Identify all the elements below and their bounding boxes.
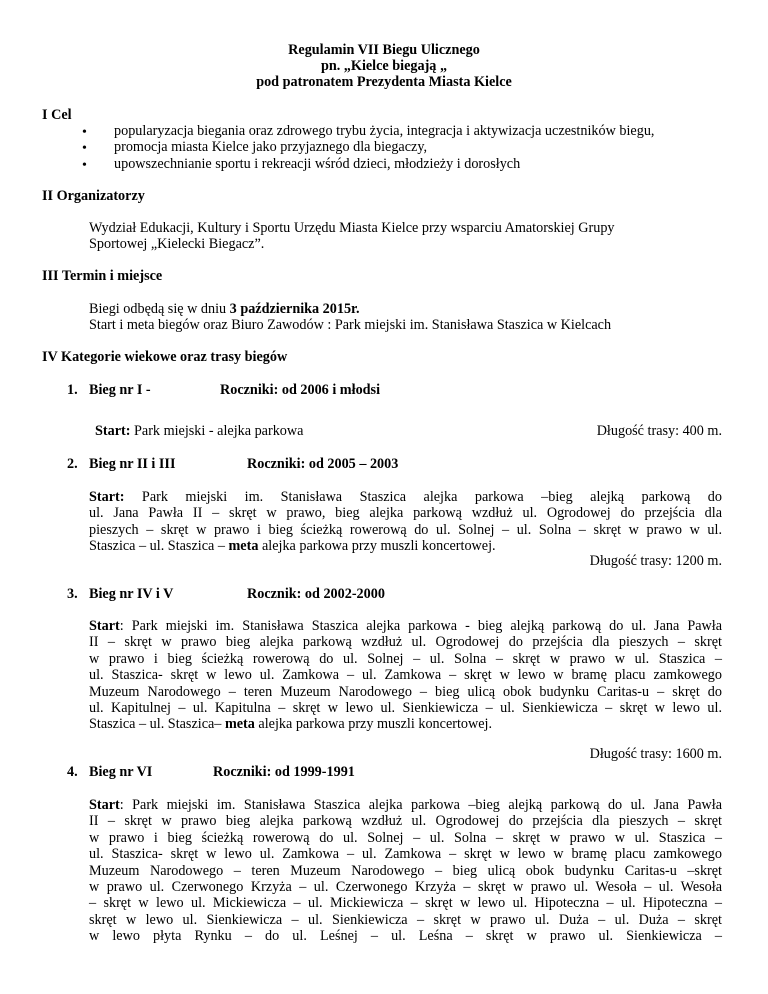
route-line: II – skręt w prawo bieg alejka parkową wzdłuż ul. Ogrodowej do przejścia dla pieszych – skręt	[89, 813, 722, 830]
race-2-route	[89, 489, 722, 555]
race-2-name: Bieg nr II i III	[89, 456, 176, 472]
section-4-heading: IV Kategorie wiekowe oraz trasy biegów	[42, 349, 288, 365]
route-line: w lewo płyta Rynku – do ul. Leśnej – ul. Leśna – skręt w prawo ul. Sienkiewicza –	[89, 928, 722, 945]
race-2-length: Długość trasy: 1200 m.	[589, 553, 722, 569]
route-line: w prawo i bieg ścieżką rowerową do ul. Solnej – ul. Solna – skręt w prawo w ul. Staszica –	[89, 829, 722, 846]
route-line: ul. Staszica- skręt w lewo ul. Zamkowa – ul. Zamkowa – skręt w lewo w bramę placu zamkowego	[89, 667, 722, 684]
race-2-years: Roczniki: od 2005 – 2003	[247, 456, 399, 472]
route-line: Staszica – ul. Staszica– meta alejka parkowa przy muszli koncertowej.	[89, 716, 493, 733]
route-line: II – skręt w prawo bieg alejka parkową wzdłuż ul. Ogrodowej do przejścia dla pieszych – skręt	[89, 634, 722, 651]
race-4-years: Roczniki: od 1999-1991	[213, 764, 355, 780]
bullet-icon	[83, 163, 91, 171]
section-3-heading: III Termin i miejsce	[42, 268, 163, 284]
event-date: Biegi odbędą się w dniu 3 października 2015r.	[89, 301, 360, 317]
route-line: Start: Park miejski im. Stanisława Staszica alejka parkowa –bieg alejką parkową do	[89, 489, 722, 505]
route-line: Muzeum Narodowego – teren Muzeum Narodowego – bieg ulicą obok budynku Caritas-u – skręt do	[89, 683, 722, 700]
route-line: Start: Park miejski im. Stanisława Staszica alejka parkowa - bieg alejką parkową do ul. Jana Pawła	[89, 618, 722, 634]
route-line: skręt w lewo ul. Sienkiewicza – ul. Sienkiewicza – skręt w prawo ul. Duża – ul. Duża – skręt	[89, 911, 722, 928]
route-line: Staszica – ul. Staszica – meta alejka parkowa przy muszli koncertowej.	[89, 538, 496, 555]
race-4-number: 4.	[67, 764, 78, 780]
race-1-start: Start: Park miejski - alejka parkowa	[95, 423, 304, 439]
race-4-name: Bieg nr VI	[89, 764, 153, 780]
event-location: Start i meta biegów oraz Biuro Zawodów : Park miejski im. Stanisława Staszica w Kielcach	[89, 317, 612, 333]
race-1-years: Roczniki: od 2006 i młodsi	[220, 382, 381, 398]
race-3-number: 3.	[67, 586, 78, 602]
race-4-route	[89, 797, 722, 945]
goal-item: popularyzacja biegania oraz zdrowego trybu życia, integracja i aktywizacja uczestników biegu,	[114, 123, 655, 139]
section-2-heading: II Organizatorzy	[42, 188, 145, 204]
route-line: pieszych – skręt w prawo i bieg ścieżką rowerową do ul. Solnej – ul. Solna – skręt w prawo w ul.	[89, 521, 722, 538]
route-line: ul. Jana Pawła II – skręt w prawo, bieg alejka parkową wzdłuż ul. Ogrodowej do przejścia dla	[89, 505, 722, 522]
race-1-length: Długość trasy: 400 m.	[596, 423, 722, 439]
route-line: ul. Staszica- skręt w lewo ul. Zamkowa – ul. Zamkowa – skręt w lewo w bramę placu zamkowego	[89, 846, 722, 863]
title-line-1: Regulamin VII Biegu Ulicznego	[288, 42, 480, 58]
route-line: w prawo i bieg ścieżką rowerową do ul. Solnej – ul. Solna – skręt w prawo w ul. Staszica –	[89, 650, 722, 667]
route-line: – skręt w lewo ul. Mickiewicza – ul. Mickiewicza – skręt w lewo ul. Hipoteczna – ul. Hipoteczna –	[89, 895, 722, 912]
title-line-3: pod patronatem Prezydenta Miasta Kielce	[256, 74, 512, 90]
bullet-icon	[83, 146, 91, 154]
goal-item: promocja miasta Kielce jako przyjaznego dla biegaczy,	[114, 139, 428, 155]
route-line: w prawo ul. Czerwonego Krzyża – ul. Czerwonego Krzyża – skręt w prawo ul. Wesoła – ul. Wesoła	[89, 878, 722, 895]
race-2-number: 2.	[67, 456, 78, 472]
organizers-text: Sportowej „Kielecki Biegacz”.	[89, 236, 265, 252]
route-line: Start: Park miejski im. Stanisława Staszica alejka parkowa –bieg alejką parkową do ul. Jana Pawła	[89, 797, 722, 813]
title-line-2: pn. „Kielce biegają „	[320, 58, 448, 74]
race-3-years: Rocznik: od 2002-2000	[247, 586, 385, 602]
section-1-heading: I Cel	[42, 107, 72, 123]
race-3-route	[89, 618, 722, 733]
race-1-name: Bieg nr I -	[89, 382, 151, 398]
route-line: ul. Kapitulnej – ul. Kapitulna – skręt w lewo ul. Sienkiewicza – ul. Sienkiewicza – skręt w lewo ul.	[89, 699, 722, 716]
race-3-name: Bieg nr IV i V	[89, 586, 174, 602]
bullet-icon	[83, 130, 91, 138]
race-1-number: 1.	[67, 382, 78, 398]
organizers-text: Wydział Edukacji, Kultury i Sportu Urzędu Miasta Kielce przy wsparciu Amatorskiej Grupy	[89, 220, 615, 236]
race-3-length: Długość trasy: 1600 m.	[589, 746, 722, 762]
route-line: Muzeum Narodowego – teren Muzeum Narodowego – bieg ulicą obok budynku Caritas-u –skręt	[89, 862, 722, 879]
goal-item: upowszechnianie sportu i rekreacji wśród dzieci, młodzieży i dorosłych	[114, 156, 521, 172]
